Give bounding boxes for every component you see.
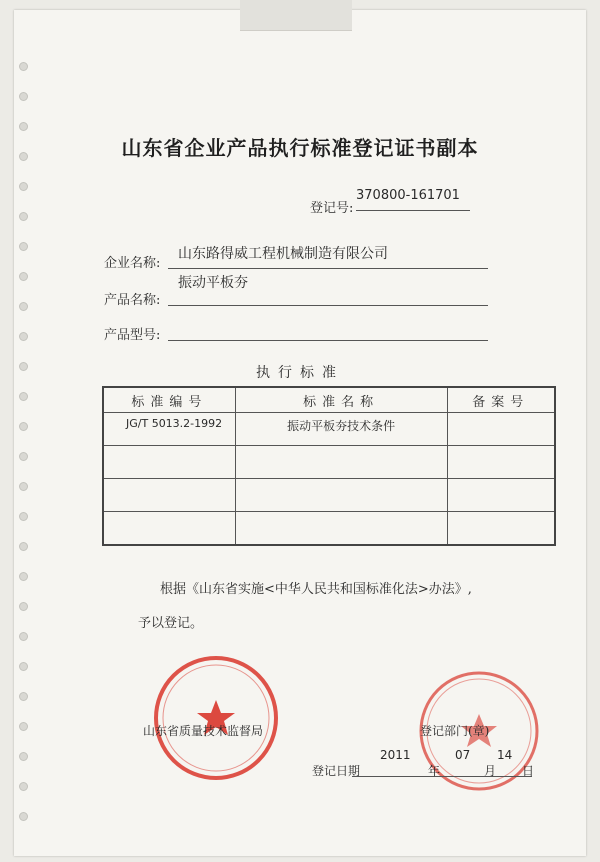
product-model-label: 产品型号: xyxy=(104,328,161,343)
cell-standard-name xyxy=(235,479,447,512)
cell-standard-name xyxy=(235,512,447,546)
cell-filing-number xyxy=(447,512,555,546)
cell-standard-name xyxy=(235,446,447,479)
cell-filing-number xyxy=(447,413,555,446)
cell-standard-name: 振动平板夯技术条件 xyxy=(235,413,447,446)
cell-filing-number xyxy=(447,446,555,479)
legal-basis-text: 根据《山东省实施<中华人民共和国标准化法>办法》, xyxy=(160,582,472,597)
registration-label: 登记号: xyxy=(310,201,354,216)
issuer-seal-stamp xyxy=(150,652,282,784)
section-title: 执行标准 xyxy=(256,365,344,381)
issuing-authority: 山东省质量技术监督局 xyxy=(143,724,264,738)
date-year: 2011 xyxy=(380,748,411,762)
date-month: 07 xyxy=(455,748,471,762)
cell-filing-number xyxy=(447,479,555,512)
standards-table xyxy=(102,386,556,546)
product-name-underline xyxy=(168,305,488,306)
company-name-label: 企业名称: xyxy=(104,256,161,271)
table-row xyxy=(103,446,555,479)
company-name-underline xyxy=(168,268,488,269)
date-day: 14 xyxy=(497,748,513,762)
cell-standard-number: JG/T 5013.2-1992 xyxy=(103,413,235,446)
table-header-row xyxy=(103,387,555,413)
table-row xyxy=(103,479,555,512)
table-row xyxy=(103,512,555,546)
product-model-underline xyxy=(168,340,488,341)
cell-standard-number xyxy=(103,512,235,546)
approval-text: 予以登记。 xyxy=(138,616,204,631)
cell-standard-number xyxy=(103,479,235,512)
date-year-unit: 年 xyxy=(428,764,441,778)
product-name-label: 产品名称: xyxy=(104,293,161,308)
registration-date-label: 登记日期 xyxy=(312,764,361,778)
table-row xyxy=(103,413,555,446)
date-month-unit: 月 xyxy=(484,764,497,778)
registration-department: 登记部门(章) xyxy=(420,724,490,738)
company-name-value: 山东路得威工程机械制造有限公司 xyxy=(178,246,388,262)
date-day-unit: 日 xyxy=(522,764,535,778)
header-standard-number: 标准编号 xyxy=(103,387,235,413)
product-name-value: 振动平板夯 xyxy=(178,275,248,291)
header-filing-number: 备案号 xyxy=(447,387,555,413)
date-underline xyxy=(352,776,532,777)
registration-underline xyxy=(356,210,470,211)
registration-number: 370800-161701 xyxy=(356,188,460,203)
document-title: 山东省企业产品执行标准登记证书副本 xyxy=(121,136,479,160)
cell-standard-number xyxy=(103,446,235,479)
clip-strip xyxy=(240,0,352,31)
header-standard-name: 标准名称 xyxy=(235,387,447,413)
